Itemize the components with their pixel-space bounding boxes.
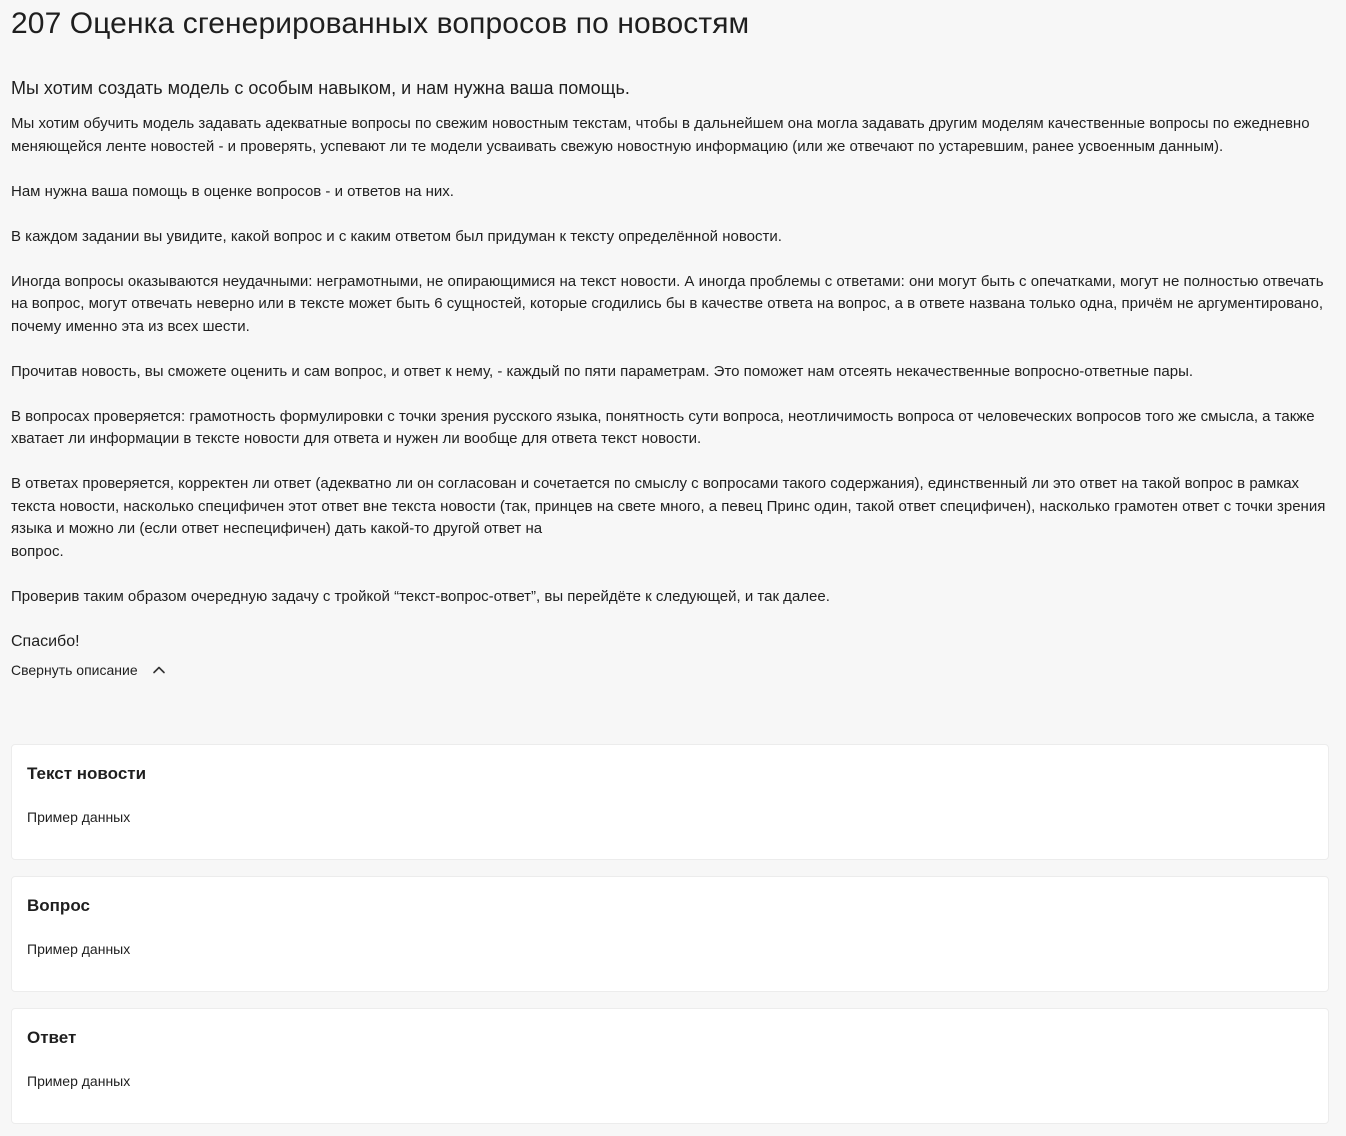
collapse-description-label: Свернуть описание [11, 662, 138, 678]
page-title: 207 Оценка сгенерированных вопросов по новостям [11, 7, 750, 40]
task-lead: Мы хотим создать модель с особым навыком, и нам нужна ваша помощь. [11, 78, 630, 98]
description-paragraph: Нам нужна ваша помощь в оценке вопросов - и ответов на них. [11, 182, 454, 200]
description-paragraph: Прочитав новость, вы сможете оценить и сам вопрос, и ответ к нему, - каждый по пяти параметрам. Это поможет нам отсеять некачественные вопросно-ответные пары. [11, 362, 1194, 380]
card-question [11, 876, 1329, 992]
description-paragraph: Мы хотим обучить модель задавать адекватные вопросы по свежим новостным текстам, чтобы в дальнейшем она могла задавать другим моделям качественные вопросы по ежедневно меняющейся ленте новостей - и проверять, успевают ли те модели усваивать свежую новостную информацию (или же отвечают по устаревшим, ранее усвоенным данным). [11, 115, 1310, 155]
data-cards [11, 744, 1329, 1136]
collapse-description-button[interactable] [11, 661, 166, 679]
card-value: Пример данных [27, 941, 131, 957]
card-value: Пример данных [27, 1073, 131, 1089]
description-paragraph: Иногда вопросы оказываются неудачными: неграмотными, не опирающимися на текст новости. А иногда проблемы с ответами: они могут быть с опечатками, могут не полностью отвечать на вопрос, могут отвечать неверно или в тексте может быть 6 сущностей, которые сгодились бы в качестве ответа на вопрос, а в ответе названа только одна, причём не аргументировано, почему именно эта из всех шести. [11, 272, 1324, 335]
description-paragraph: Проверив таким образом очередную задачу с тройкой “текст-вопрос-ответ”, вы перейдёте к следующей, и так далее. [11, 587, 830, 605]
card-title: Вопрос [27, 896, 90, 915]
description-thanks: Спасибо! [11, 632, 80, 650]
chevron-up-icon [152, 663, 166, 677]
card-title: Ответ [27, 1028, 77, 1047]
card-value: Пример данных [27, 809, 131, 825]
description-paragraph [11, 473, 1335, 563]
card-title: Текст новости [27, 764, 147, 783]
card-answer [11, 1008, 1329, 1124]
description-text-tail: вопрос. [11, 542, 64, 560]
description-paragraph: В каждом задании вы увидите, какой вопрос и с каким ответом был придуман к тексту определённой новости. [11, 227, 782, 245]
task-description [11, 113, 1335, 653]
description-paragraph: В вопросах проверяется: грамотность формулировки с точки зрения русского языка, понятность сути вопроса, неотличимость вопроса от человеческих вопросов того же смысла, а также хватает ли информации в тексте новости для ответа и нужен ли вообще для ответа текст новости. [11, 407, 1315, 447]
description-text: В ответах проверяется, корректен ли ответ (адекватно ли он согласован и сочетается по смыслу с вопросами такого содержания), единственный ли это ответ на такой вопрос в рамках текста новости, насколько специфичен этот ответ вне текста новости (так, принцев на свете много, а певец Принс один, такой ответ специфичен), насколько грамотен ответ с точки зрения языка и можно ли (если ответ неспецифичен) дать какой-то другой ответ на [11, 475, 1326, 537]
card-news-text [11, 744, 1329, 860]
